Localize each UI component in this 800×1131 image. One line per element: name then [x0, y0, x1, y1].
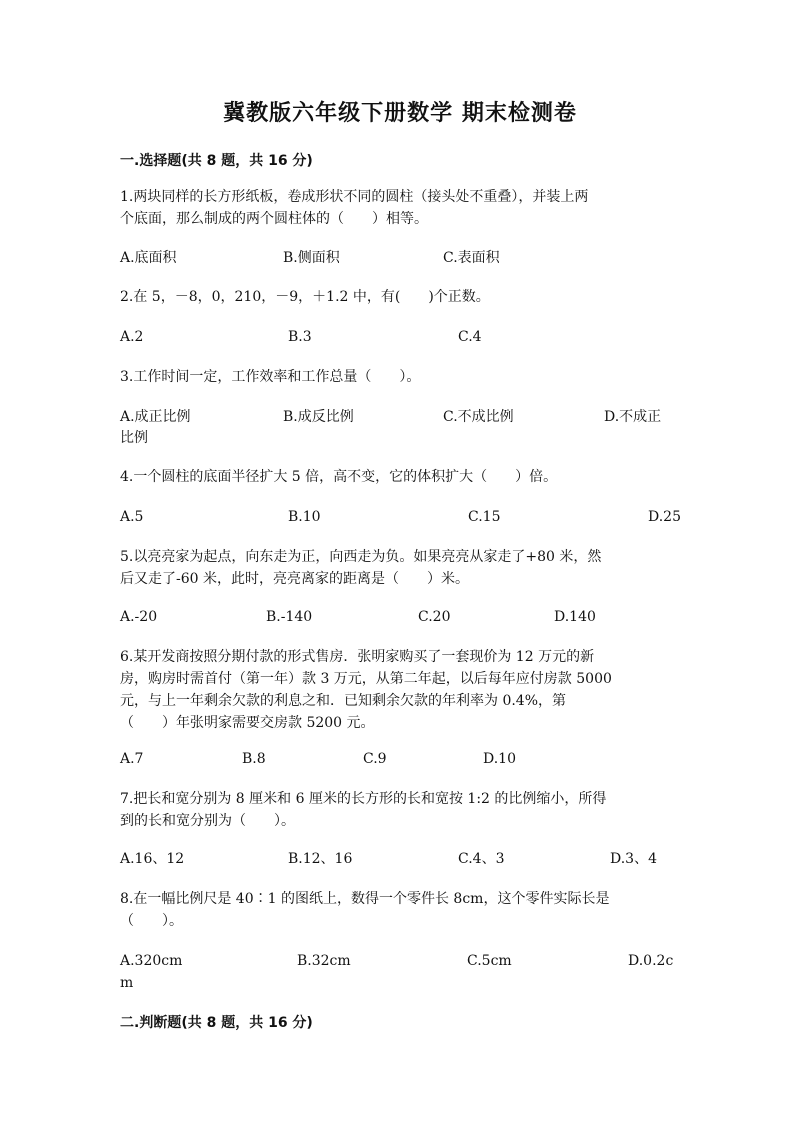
- option-d[interactable]: D.10: [483, 751, 516, 767]
- option-d[interactable]: D.3、4: [610, 851, 657, 867]
- option-b[interactable]: B.侧面积: [283, 250, 340, 266]
- question-line: 2.在 5，－8，0，210，－9，＋1.2 中，有( )个正数。: [120, 289, 490, 305]
- question-line: 5.以亮亮家为起点，向东走为正，向西走为负。如果亮亮从家走了+80 米，然: [120, 549, 602, 565]
- question-line: 到的长和宽分别为（ ）。: [120, 813, 295, 829]
- option-b[interactable]: B.-140: [266, 609, 313, 625]
- option-b[interactable]: B.32cm: [297, 953, 351, 969]
- option-c[interactable]: C.9: [363, 751, 387, 767]
- option-c[interactable]: C.4: [458, 329, 482, 345]
- question-1: [120, 186, 680, 230]
- option-c[interactable]: C.20: [418, 609, 451, 625]
- question-line: 元，与上一年剩余欠款的利息之和．已知剩余欠款的年利率为 0.4%，第: [120, 693, 567, 709]
- options-5: [120, 606, 700, 628]
- question-6: [120, 646, 680, 734]
- options-8: [120, 950, 700, 972]
- option-a[interactable]: A.7: [120, 751, 144, 767]
- question-7: [120, 788, 680, 832]
- option-a[interactable]: A.底面积: [120, 250, 177, 266]
- option-c[interactable]: C.不成比例: [443, 409, 514, 425]
- question-4: [120, 466, 680, 488]
- option-d[interactable]: D.25: [648, 509, 681, 525]
- option-d[interactable]: D.不成正: [604, 409, 662, 425]
- option-a[interactable]: A.-20: [120, 609, 158, 625]
- question-2: [120, 286, 680, 308]
- option-a[interactable]: A.5: [120, 509, 144, 525]
- question-line: 4.一个圆柱的底面半径扩大 5 倍，高不变，它的体积扩大（ ）倍。: [120, 469, 558, 485]
- option-b[interactable]: B.8: [242, 751, 266, 767]
- option-d-wrap: 比例: [120, 430, 148, 446]
- option-a[interactable]: A.2: [120, 329, 144, 345]
- question-line: 后又走了-60 米，此时，亮亮离家的距离是（ ）米。: [120, 571, 469, 587]
- question-line: 3.工作时间一定，工作效率和工作总量（ ）。: [120, 369, 421, 385]
- option-b[interactable]: B.10: [288, 509, 321, 525]
- question-8: [120, 888, 680, 932]
- option-d[interactable]: D.0.2c: [628, 953, 674, 969]
- question-line: 7.把长和宽分别为 8 厘米和 6 厘米的长方形的长和宽按 1:2 的比例缩小，所得: [120, 791, 607, 807]
- option-a[interactable]: A.16、12: [120, 851, 185, 867]
- page-title: 冀教版六年级下册数学 期末检测卷: [223, 101, 577, 126]
- section-heading-choice: 一.选择题(共 8 题，共 16 分): [120, 153, 313, 169]
- question-line: 房，购房时需首付（第一年）款 3 万元，从第二年起，以后每年应付房款 5000: [120, 671, 612, 687]
- options-7: [120, 848, 700, 870]
- question-line: 个底面，那么制成的两个圆柱体的（ ）相等。: [120, 211, 428, 227]
- question-line: 1.两块同样的长方形纸板，卷成形状不同的圆柱（接头处不重叠），并装上两: [120, 189, 589, 205]
- question-3: [120, 366, 680, 388]
- option-c[interactable]: C.15: [468, 509, 501, 525]
- section-heading-judge: 二.判断题(共 8 题，共 16 分): [120, 1015, 313, 1031]
- option-b[interactable]: B.成反比例: [283, 409, 354, 425]
- question-5: [120, 546, 680, 590]
- question-line: 6.某开发商按照分期付款的形式售房．张明家购买了一套现价为 12 万元的新: [120, 649, 595, 665]
- option-d-wrap: m: [120, 975, 134, 991]
- option-d[interactable]: D.140: [554, 609, 596, 625]
- option-c[interactable]: C.表面积: [443, 250, 500, 266]
- options-1: [120, 247, 700, 269]
- option-c[interactable]: C.5cm: [467, 953, 512, 969]
- options-4: [120, 506, 700, 528]
- options-6: [120, 748, 700, 770]
- question-line: （ ）年张明家需要交房款 5200 元。: [120, 715, 375, 731]
- option-b[interactable]: B.3: [288, 329, 312, 345]
- question-line: （ ）。: [120, 913, 183, 929]
- option-a[interactable]: A.320cm: [120, 953, 183, 969]
- question-line: 8.在一幅比例尺是 40∶1 的图纸上，数得一个零件长 8cm，这个零件实际长是: [120, 891, 610, 907]
- option-a[interactable]: A.成正比例: [120, 409, 191, 425]
- options-2: [120, 326, 700, 348]
- options-3: [120, 406, 700, 428]
- option-c[interactable]: C.4、3: [458, 851, 505, 867]
- option-b[interactable]: B.12、16: [288, 851, 353, 867]
